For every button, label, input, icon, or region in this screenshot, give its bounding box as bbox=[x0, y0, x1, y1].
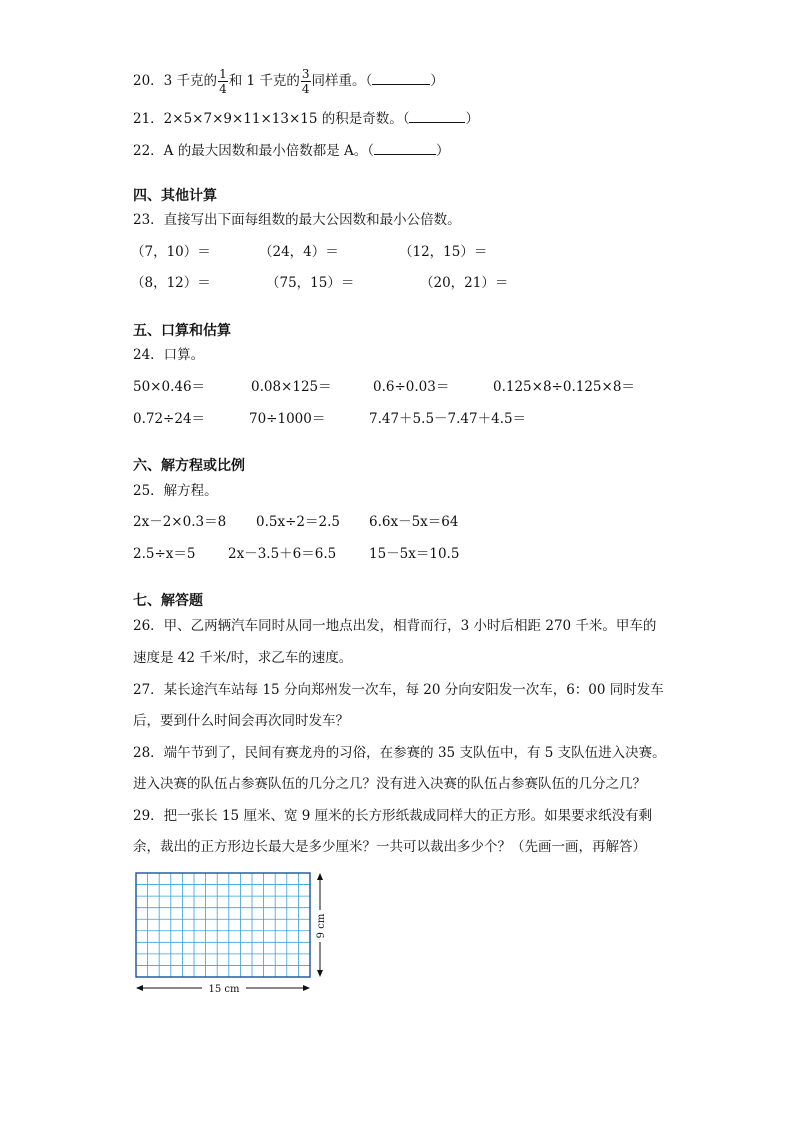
mental-math-item: 7.47＋5.5－7.47＋4.5＝ bbox=[369, 411, 527, 427]
mental-math-item: 70÷1000＝ bbox=[249, 411, 326, 427]
grid-figure bbox=[130, 868, 335, 996]
q20-suffix: 同样重。（ bbox=[311, 73, 373, 89]
question-27-line-1: 27．某长途汽车站每 15 分向郑州发一次车，每 20 分向安阳发一次车，6：00 同时发车 bbox=[133, 682, 664, 698]
width-arrow-right bbox=[303, 985, 310, 991]
answer-blank-21[interactable] bbox=[409, 111, 465, 123]
mental-math-item: 0.72÷24＝ bbox=[133, 411, 206, 427]
question-24: 24．口算。 bbox=[133, 347, 205, 363]
question-28-line-1: 28．端午节到了，民间有赛龙舟的习俗，在参赛的 35 支队伍中，有 5 支队伍进入决赛。 bbox=[133, 745, 666, 761]
question-27-line-2: 后，要到什么时间会再次同时发车？ bbox=[133, 713, 349, 729]
question-20: 20．3 千克的 $\frac{1}{4}$ 和 1 千克的 $\frac{3}{4}$ 同样重。（ ） bbox=[133, 67, 444, 96]
mental-math-item: 0.08×125＝ bbox=[251, 379, 332, 395]
gcd-lcm-item: （20，21）＝ bbox=[420, 275, 509, 291]
question-29-line-1: 29．把一张长 15 厘米、宽 9 厘米的长方形纸裁成同样大的正方形。如果要求纸没有剩 bbox=[133, 808, 653, 824]
answer-blank-20[interactable] bbox=[372, 73, 430, 85]
grid-lines bbox=[136, 873, 310, 977]
q20-mid: 和 1 千克的 bbox=[228, 73, 300, 89]
mental-math-item: 0.125×8÷0.125×8＝ bbox=[493, 379, 635, 395]
equation-item: 0.5x÷2＝2.5 bbox=[256, 514, 340, 530]
gcd-lcm-item: （7，10）＝ bbox=[131, 244, 211, 260]
section-7-title: 七、解答题 bbox=[133, 593, 203, 609]
height-label: 9 cm bbox=[316, 913, 327, 939]
fraction-three-quarters: $\frac{3}{4}$ bbox=[301, 67, 310, 96]
gcd-lcm-item: （75，15）＝ bbox=[266, 275, 355, 291]
equation-item: 6.6x－5x＝64 bbox=[369, 514, 459, 530]
equation-item: 15－5x＝10.5 bbox=[369, 546, 460, 562]
gcd-lcm-item: （24，4）＝ bbox=[259, 244, 339, 260]
equation-item: 2x－3.5＋6＝6.5 bbox=[228, 546, 337, 562]
fraction-one-quarter: $\frac{1}{4}$ bbox=[219, 67, 227, 96]
question-23: 23．直接写出下面每组数的最大公因数和最小公倍数。 bbox=[133, 212, 461, 228]
answer-blank-22[interactable] bbox=[374, 143, 436, 155]
question-25: 25．解方程。 bbox=[133, 483, 218, 499]
width-arrow-left bbox=[136, 985, 143, 991]
q20-prefix: 20．3 千克的 bbox=[133, 73, 218, 89]
equation-item: 2.5÷x＝5 bbox=[133, 546, 196, 562]
section-5-title: 五、口算和估算 bbox=[133, 323, 231, 339]
question-21: 21．2×5×7×9×11×13×15 的积是奇数。（ ） bbox=[133, 111, 479, 127]
equation-item: 2x－2×0.3＝8 bbox=[133, 514, 227, 530]
section-6-title: 六、解方程或比例 bbox=[133, 458, 245, 474]
question-22: 22．A 的最大因数和最小倍数都是 A。（ ） bbox=[133, 143, 450, 159]
question-29-line-2: 余，裁出的正方形边长最大是多少厘米？一共可以裁出多少个？（先画一画，再解答） bbox=[133, 839, 646, 855]
section-4-title: 四、其他计算 bbox=[133, 188, 217, 204]
question-26-line-2: 速度是 42 千米/时，求乙车的速度。 bbox=[133, 650, 353, 666]
gcd-lcm-item: （8，12）＝ bbox=[131, 275, 211, 291]
question-28-line-2: 进入决赛的队伍占参赛队伍的几分之几？没有进入决赛的队伍占参赛队伍的几分之几？ bbox=[133, 776, 646, 792]
width-label: 15 cm bbox=[208, 984, 240, 995]
mental-math-item: 0.6÷0.03＝ bbox=[373, 379, 450, 395]
height-arrow-top bbox=[317, 873, 323, 880]
height-arrow-bottom bbox=[317, 970, 323, 977]
question-26-line-1: 26．甲、乙两辆汽车同时从同一地点出发，相背而行，3 小时后相距 270 千米。甲车的 bbox=[133, 618, 657, 634]
gcd-lcm-item: （12，15）＝ bbox=[399, 244, 488, 260]
grid-border bbox=[136, 873, 310, 977]
mental-math-item: 50×0.46＝ bbox=[133, 379, 206, 395]
